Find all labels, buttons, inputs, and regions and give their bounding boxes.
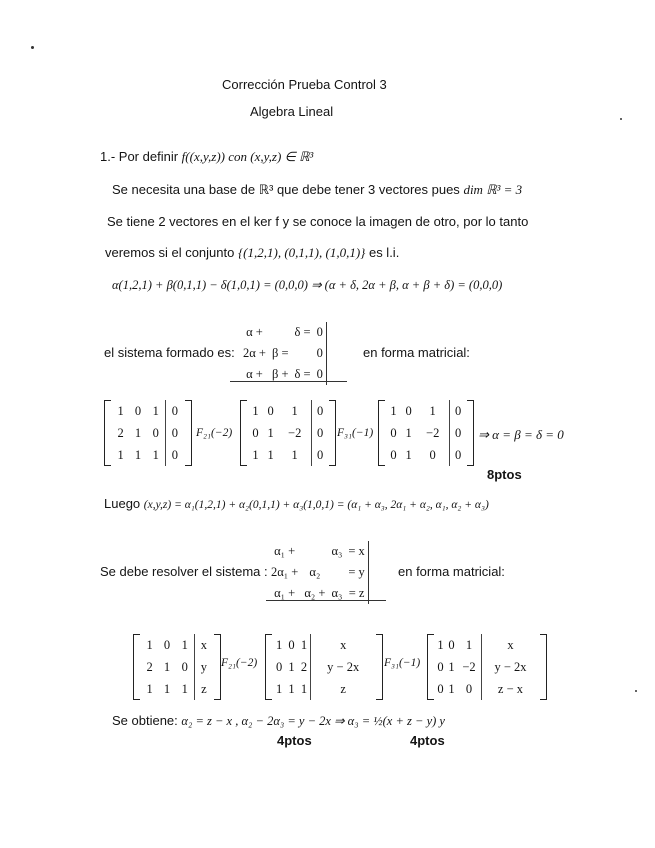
section1-line2: Se tiene 2 vectores en el ker f y se conoce la imagen de otro, por lo tanto <box>107 214 529 229</box>
matrix-cell: 1 <box>181 681 188 696</box>
matrix-cell: 1 <box>146 637 153 652</box>
matrix-cell: 1 <box>134 425 142 440</box>
matrix-cell: 1 <box>291 403 298 418</box>
section1-heading-text: 1.- Por definir <box>100 149 179 164</box>
matrix-cell: 0 <box>450 422 466 444</box>
matrix-cell: 0 <box>267 403 274 418</box>
system2-cell: α₂ <box>309 565 321 579</box>
row-op-2: F₃₁(−1) <box>337 427 374 439</box>
luego-math: (x,y,z) = α₁(1,2,1) + α₂(0,1,1) + α₃(1,0,1) = (α₁ + α₃, 2α₁ + α₂, α₁, α₂ + α₃) <box>143 499 489 511</box>
system1-cell: α + <box>246 325 263 339</box>
matrix-cell: 0 <box>181 659 188 674</box>
matrix-cell: 1 <box>448 681 455 696</box>
system1-cell: β + <box>271 367 289 381</box>
matrix-cell: z − x <box>481 678 539 700</box>
section1-line3-text: veremos si el conjunto <box>105 245 235 260</box>
matrix-cell: 0 <box>450 444 466 466</box>
matrix-cell: y − 2x <box>311 656 375 678</box>
matrix-cell: 0 <box>312 422 328 444</box>
matrix-cell: 0 <box>252 425 259 440</box>
document-subtitle: Algebra Lineal <box>250 104 334 119</box>
matrix-cell: 1 <box>267 447 274 462</box>
system1-cell: 0 <box>316 325 323 339</box>
scan-speck <box>31 46 34 49</box>
system1-cell: δ = <box>294 367 311 381</box>
section1-equation: α(1,2,1) + β(0,1,1) − δ(1,0,1) = (0,0,0) ⇒ (α + δ, 2α + β, α + β + δ) = (0,0,0) <box>112 278 503 292</box>
system1-cell: δ = <box>294 325 311 339</box>
matrix-cell: 2 <box>117 425 124 440</box>
matrix-cell: −2 <box>426 425 440 440</box>
matrix-cell: 1 <box>288 681 295 696</box>
section1-line3-end: es l.i. <box>368 245 400 260</box>
section1-line3-math: {(1,2,1), (0,1,1), (1,0,1)} <box>237 245 366 260</box>
matrix2-2 <box>265 634 383 700</box>
matrix-cell: 0 <box>165 400 184 422</box>
scan-speck <box>635 690 637 692</box>
system1-label: el sistema formado es: <box>104 345 235 360</box>
matrix-cell: 0 <box>437 681 444 696</box>
section1-line1 <box>112 183 522 196</box>
matrix-cell: 1 <box>146 681 153 696</box>
matrix-cell: 1 <box>134 447 142 462</box>
matrix-cell: 1 <box>252 403 259 418</box>
system2-cell: α₁ + <box>274 586 296 600</box>
system2-cell <box>328 562 345 583</box>
matrix-cell: 1 <box>405 425 412 440</box>
matrix-cell: 0 <box>312 400 328 422</box>
matrix1-3 <box>378 400 474 466</box>
result-label: Se obtiene: <box>112 713 178 728</box>
system2-cell: = y <box>348 565 365 579</box>
system2-after-label: en forma matricial: <box>398 564 505 579</box>
system2-underline <box>266 600 386 601</box>
matrix1-2 <box>240 400 336 466</box>
matrix-cell: −2 <box>462 659 476 674</box>
matrix-cell: 0 <box>134 403 142 418</box>
row-op-4: F₃₁(−1) <box>384 657 421 669</box>
matrix-cell: 0 <box>165 444 184 466</box>
system1-cell <box>292 343 314 364</box>
matrix-cell: 0 <box>465 681 473 696</box>
system2-cell: α₃ <box>331 544 343 558</box>
matrix-cell: 1 <box>291 447 298 462</box>
matrix-cell: 1 <box>117 447 124 462</box>
matrix-cell: 0 <box>390 447 397 462</box>
matrix-cell: 1 <box>390 403 397 418</box>
system1 <box>240 322 327 385</box>
matrix-cell: 0 <box>165 422 184 444</box>
matrix-cell: 1 <box>181 637 188 652</box>
matrix-cell: 2 <box>300 659 308 674</box>
matrix-cell: 0 <box>288 637 295 652</box>
matrix-cell: z <box>194 678 213 700</box>
section1-line3 <box>105 246 399 259</box>
matrix-cell: 1 <box>152 447 159 462</box>
matrix-cell: z <box>311 678 375 700</box>
system2-cell: α₂ + <box>304 586 326 600</box>
system2-cell: α₃ <box>331 586 343 600</box>
system2-cell: 2α₁ + <box>271 565 299 579</box>
matrix-cell: 0 <box>163 637 171 652</box>
matrix-cell: 1 <box>267 425 274 440</box>
matrix-cell: 1 <box>288 659 295 674</box>
system2 <box>268 541 369 604</box>
matrix-cell: 0 <box>312 444 328 466</box>
luego-label: Luego <box>104 496 141 511</box>
matrix-cell: y <box>194 656 213 678</box>
matrix-cell: 1 <box>448 659 455 674</box>
matrix-cell: x <box>311 634 375 656</box>
system2-label: Se debe resolver el sistema : <box>100 564 268 579</box>
system2-cell: = x <box>348 544 365 558</box>
system1-underline <box>230 381 347 382</box>
matrix-cell: 2 <box>146 659 153 674</box>
system1-cell: 0 <box>316 367 323 381</box>
matrix-cell: −2 <box>288 425 302 440</box>
matrix-cell: 1 <box>276 637 283 652</box>
system1-cell: α + <box>246 367 263 381</box>
section1-line1-text: Se necesita una base de ℝ³ que debe tener 3 vectores pues <box>112 182 460 197</box>
matrix-cell: 0 <box>437 659 444 674</box>
result-line <box>112 714 445 728</box>
matrix-cell: 1 <box>163 659 171 674</box>
matrix-cell: 1 <box>300 681 308 696</box>
document-title: Corrección Prueba Control 3 <box>222 77 387 92</box>
matrix2-1 <box>133 634 221 700</box>
matrix-cell: x <box>194 634 213 656</box>
matrix-cell: 1 <box>465 637 473 652</box>
matrix-cell: 1 <box>276 681 283 696</box>
matrix-cell: 0 <box>276 659 283 674</box>
system1-cell: β = <box>271 346 289 360</box>
section1-heading <box>100 150 313 163</box>
points-8: 8ptos <box>487 467 522 482</box>
scan-speck <box>620 118 622 120</box>
matrix-cell: 1 <box>163 681 171 696</box>
matrix-cell: 1 <box>152 403 159 418</box>
row-op-3: F₂₁(−2) <box>221 657 258 669</box>
matrix-cell: 0 <box>448 637 455 652</box>
matrix-cell: 1 <box>405 447 412 462</box>
system1-cell: 2α + <box>243 346 266 360</box>
section1-heading-math: f((x,y,z)) con (x,y,z) ∈ ℝ³ <box>181 149 314 164</box>
matrix-cell: 1 <box>117 403 124 418</box>
matrix-cell: 0 <box>152 425 159 440</box>
system1-cell: 0 <box>316 346 323 360</box>
points-4-left: 4ptos <box>277 733 312 748</box>
system2-cell <box>301 541 328 562</box>
matrix-cell: 1 <box>429 403 436 418</box>
matrix-cell: 0 <box>429 447 436 462</box>
matrices1-conclusion: ⇒ α = β = δ = 0 <box>478 427 564 442</box>
row-op-1: F₂₁(−2) <box>196 427 233 439</box>
system2-cell: = z <box>348 586 365 600</box>
matrix-cell: 0 <box>405 403 412 418</box>
matrix-cell: 1 <box>252 447 259 462</box>
matrix1-1 <box>104 400 192 466</box>
matrix-cell: x <box>481 634 539 656</box>
matrix2-3 <box>427 634 547 700</box>
section1-line1-math: dim ℝ³ = 3 <box>463 182 523 197</box>
system1-cell <box>269 322 292 343</box>
points-4-right: 4ptos <box>410 733 445 748</box>
matrix-cell: 0 <box>390 425 397 440</box>
luego-line <box>104 497 489 512</box>
result-math: α₂ = z − x , α₂ − 2α₃ = y − 2x ⇒ α₃ = ½(x + z − y) y <box>181 714 445 728</box>
matrix-cell: 1 <box>300 637 308 652</box>
matrix-cell: 0 <box>450 400 466 422</box>
system2-cell: α₁ + <box>274 544 296 558</box>
matrix-cell: 1 <box>437 637 444 652</box>
matrix-cell: y − 2x <box>481 656 539 678</box>
system1-after-label: en forma matricial: <box>363 345 470 360</box>
